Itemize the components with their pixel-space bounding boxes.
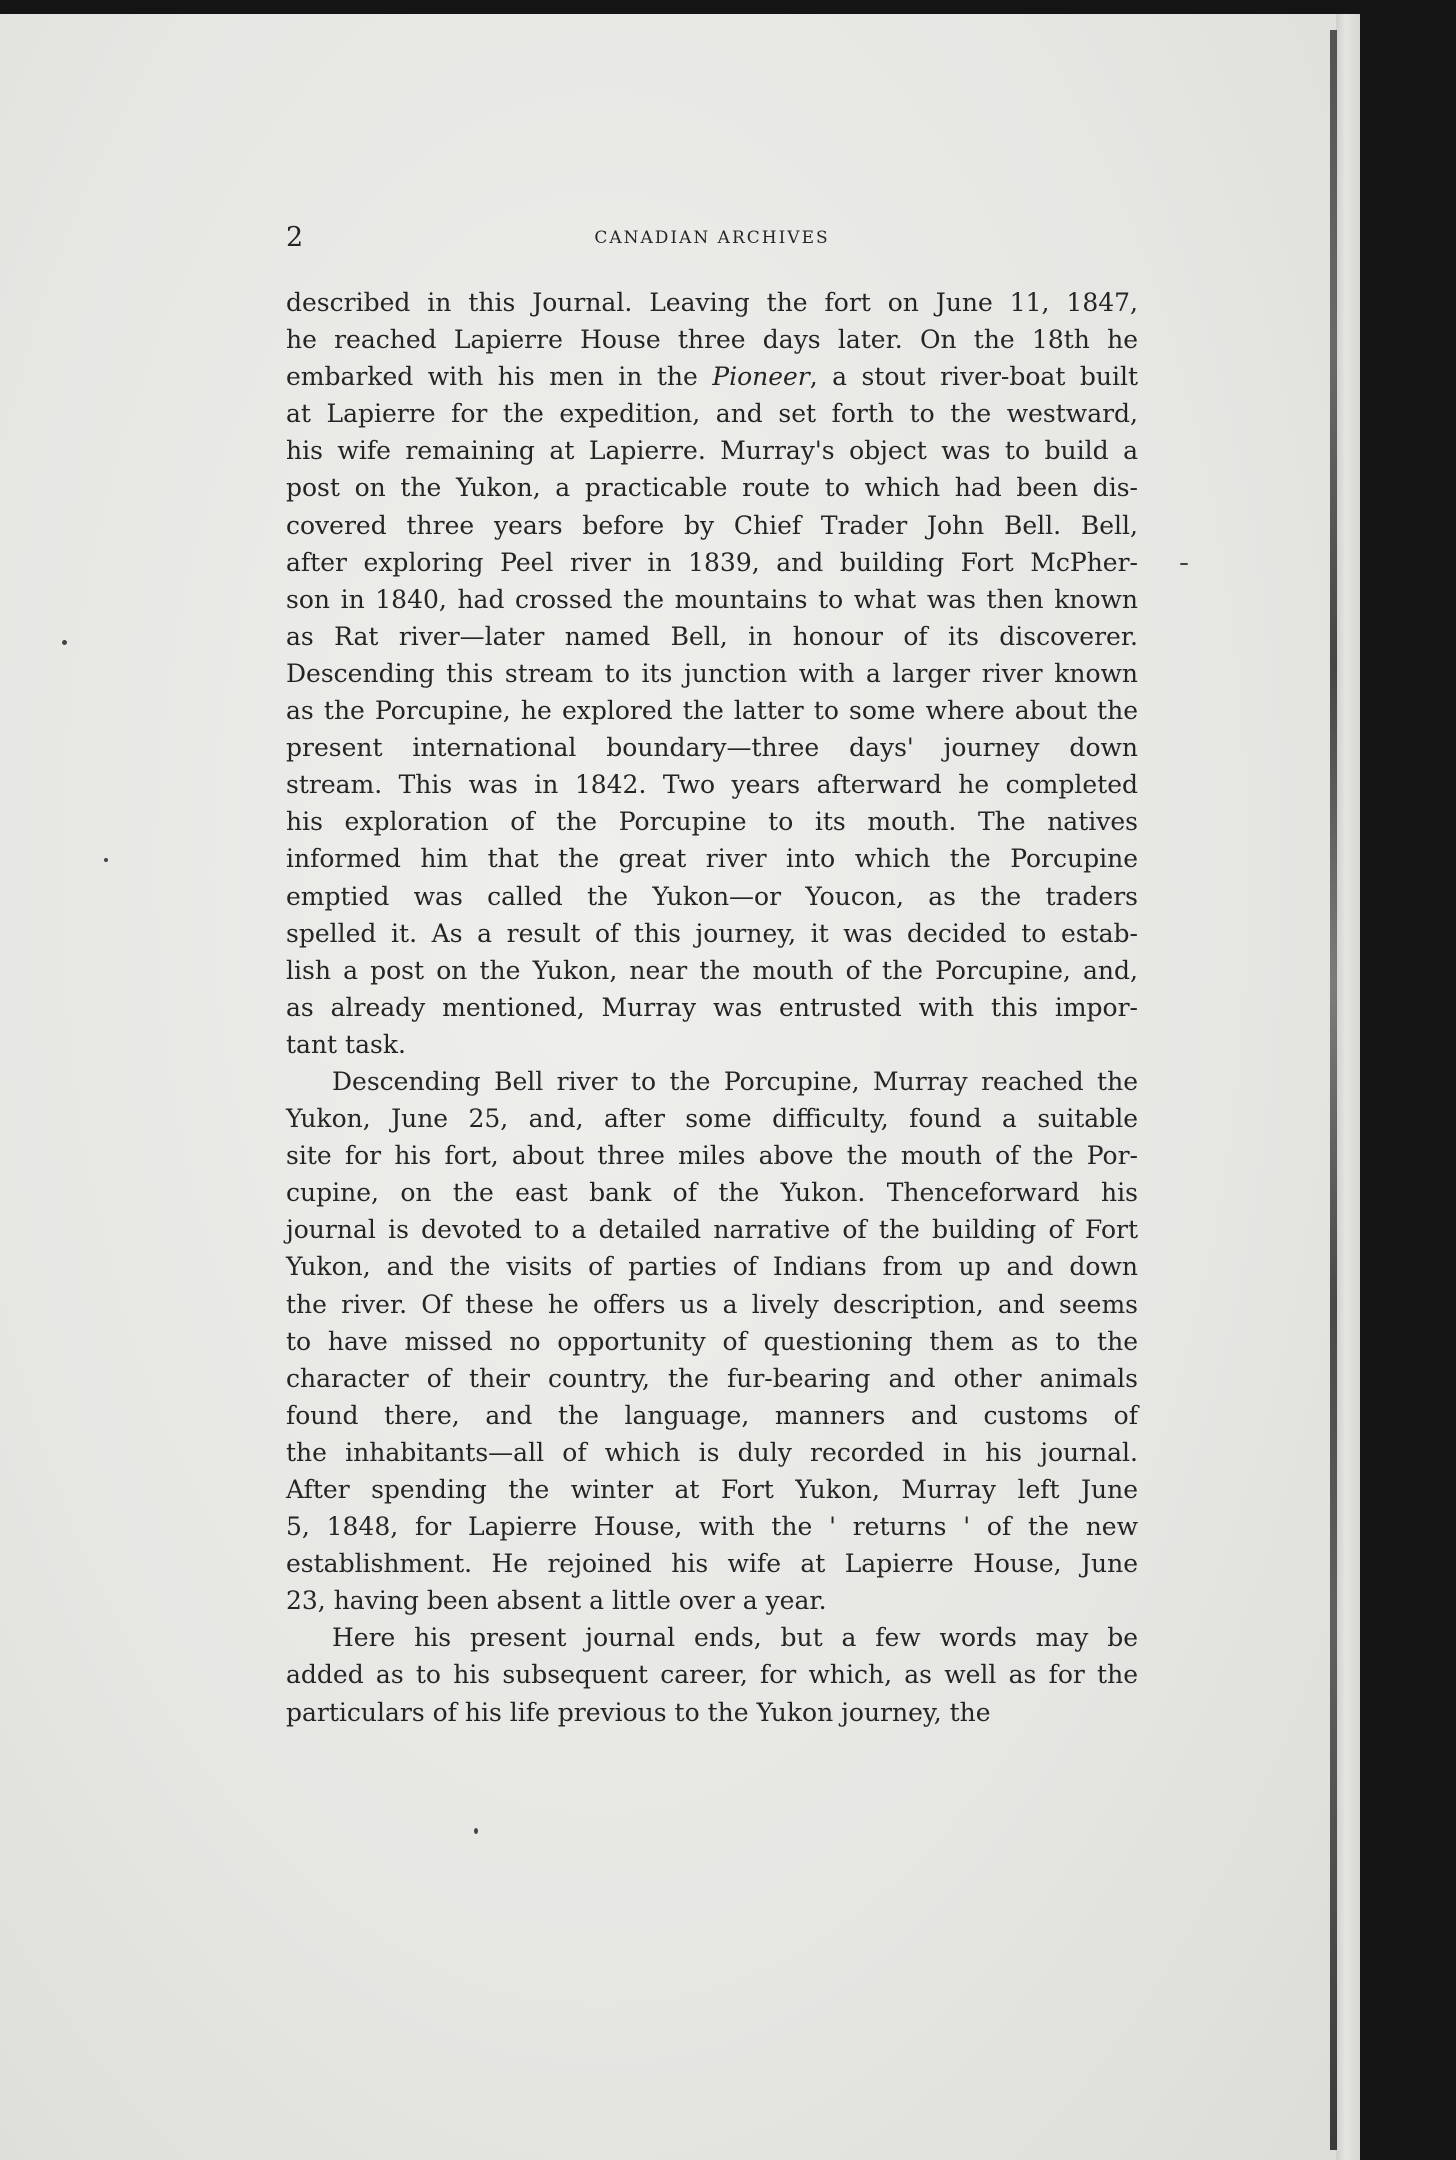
text-line: site for his fort, about three miles above the mouth of the Por- xyxy=(286,1141,1138,1171)
text-line: to have missed no opportunity of questioning them as to the xyxy=(286,1326,1138,1356)
text-line: his wife remaining at Lapierre. Murray's object was to build a xyxy=(286,436,1138,466)
scan-top-border xyxy=(0,0,1360,14)
scan-speck xyxy=(62,640,67,645)
text-line: informed him that the great river into which the Porcupine xyxy=(286,844,1138,874)
text-line: journal is devoted to a detailed narrative of the building of Fort xyxy=(286,1215,1138,1245)
text-line: as the Porcupine, he explored the latter to some where about the xyxy=(286,696,1138,726)
text-line: 23, having been absent a little over a year. xyxy=(286,1586,827,1616)
text-line: lish a post on the Yukon, near the mouth of the Porcupine, and, xyxy=(286,955,1138,985)
page-number: 2 xyxy=(286,222,304,253)
scan-right-border xyxy=(1360,0,1456,2160)
text-line: embarked with his men in the Pioneer, a stout river-boat built xyxy=(286,362,1138,392)
text-line: added as to his subsequent career, for which, as well as for the xyxy=(286,1660,1138,1690)
text-line: stream. This was in 1842. Two years afterward he completed xyxy=(286,770,1138,800)
text-line: found there, and the language, manners and customs of xyxy=(286,1400,1138,1430)
text-line: the river. Of these he offers us a lively description, and seems xyxy=(286,1289,1138,1319)
text-line: present international boundary—three days' journey down xyxy=(286,733,1138,763)
text-line: described in this Journal. Leaving the fort on June 11, 1847, xyxy=(286,288,1138,317)
text-line: after exploring Peel river in 1839, and building Fort McPher- xyxy=(286,547,1138,577)
text-line: tant task. xyxy=(286,1029,406,1059)
text-line: as Rat river—later named Bell, in honour of its discoverer. xyxy=(286,621,1138,651)
text-line: his exploration of the Porcupine to its mouth. The natives xyxy=(286,807,1138,837)
text-line: Descending Bell river to the Porcupine, Murray reached the xyxy=(332,1066,1138,1096)
running-title: CANADIAN ARCHIVES xyxy=(594,228,830,248)
text-line: emptied was called the Yukon—or Youcon, as the traders xyxy=(286,881,1138,911)
text-line: Descending this stream to its junction with a larger river known xyxy=(286,658,1138,688)
paragraph xyxy=(286,284,1138,1063)
text-line: cupine, on the east bank of the Yukon. Thenceforward his xyxy=(286,1178,1138,1208)
text-line: After spending the winter at Fort Yukon, Murray left June xyxy=(286,1475,1138,1504)
text-line: the inhabitants—all of which is duly recorded in his journal. xyxy=(286,1437,1138,1467)
body-text xyxy=(286,284,1138,1731)
document-page xyxy=(286,218,1138,1731)
text-line: spelled it. As a result of this journey, it was decided to estab- xyxy=(286,918,1138,948)
text-line: 5, 1848, for Lapierre House, with the ' returns ' of the new xyxy=(286,1512,1138,1542)
running-head xyxy=(286,218,1138,258)
text-line: as already mentioned, Murray was entrusted with this impor- xyxy=(286,992,1138,1022)
scan-speck xyxy=(1180,563,1188,565)
text-line: Here his present journal ends, but a few words may be xyxy=(332,1623,1138,1653)
text-line: Yukon, June 25, and, after some difficulty, found a suitable xyxy=(286,1104,1138,1134)
scan-speck xyxy=(474,1828,478,1834)
text-line: at Lapierre for the expedition, and set forth to the westward, xyxy=(286,399,1138,429)
text-line: post on the Yukon, a practicable route to which had been dis- xyxy=(286,473,1138,503)
paragraph xyxy=(286,1063,1138,1619)
text-line: he reached Lapierre House three days later. On the 18th he xyxy=(286,325,1138,355)
page-edge-strip xyxy=(1336,14,1360,2160)
text-line: particulars of his life previous to the Yukon journey, the xyxy=(286,1697,991,1727)
text-line: covered three years before by Chief Trader John Bell. Bell, xyxy=(286,510,1138,540)
scan-speck xyxy=(104,858,108,862)
paragraph xyxy=(286,1619,1138,1730)
text-line: establishment. He rejoined his wife at Lapierre House, June xyxy=(286,1549,1138,1579)
binding-shadow xyxy=(1330,30,1337,2150)
text-line: Yukon, and the visits of parties of Indians from up and down xyxy=(286,1252,1138,1282)
text-line: character of their country, the fur-bearing and other animals xyxy=(286,1363,1138,1393)
text-line: son in 1840, had crossed the mountains to what was then known xyxy=(286,584,1138,614)
